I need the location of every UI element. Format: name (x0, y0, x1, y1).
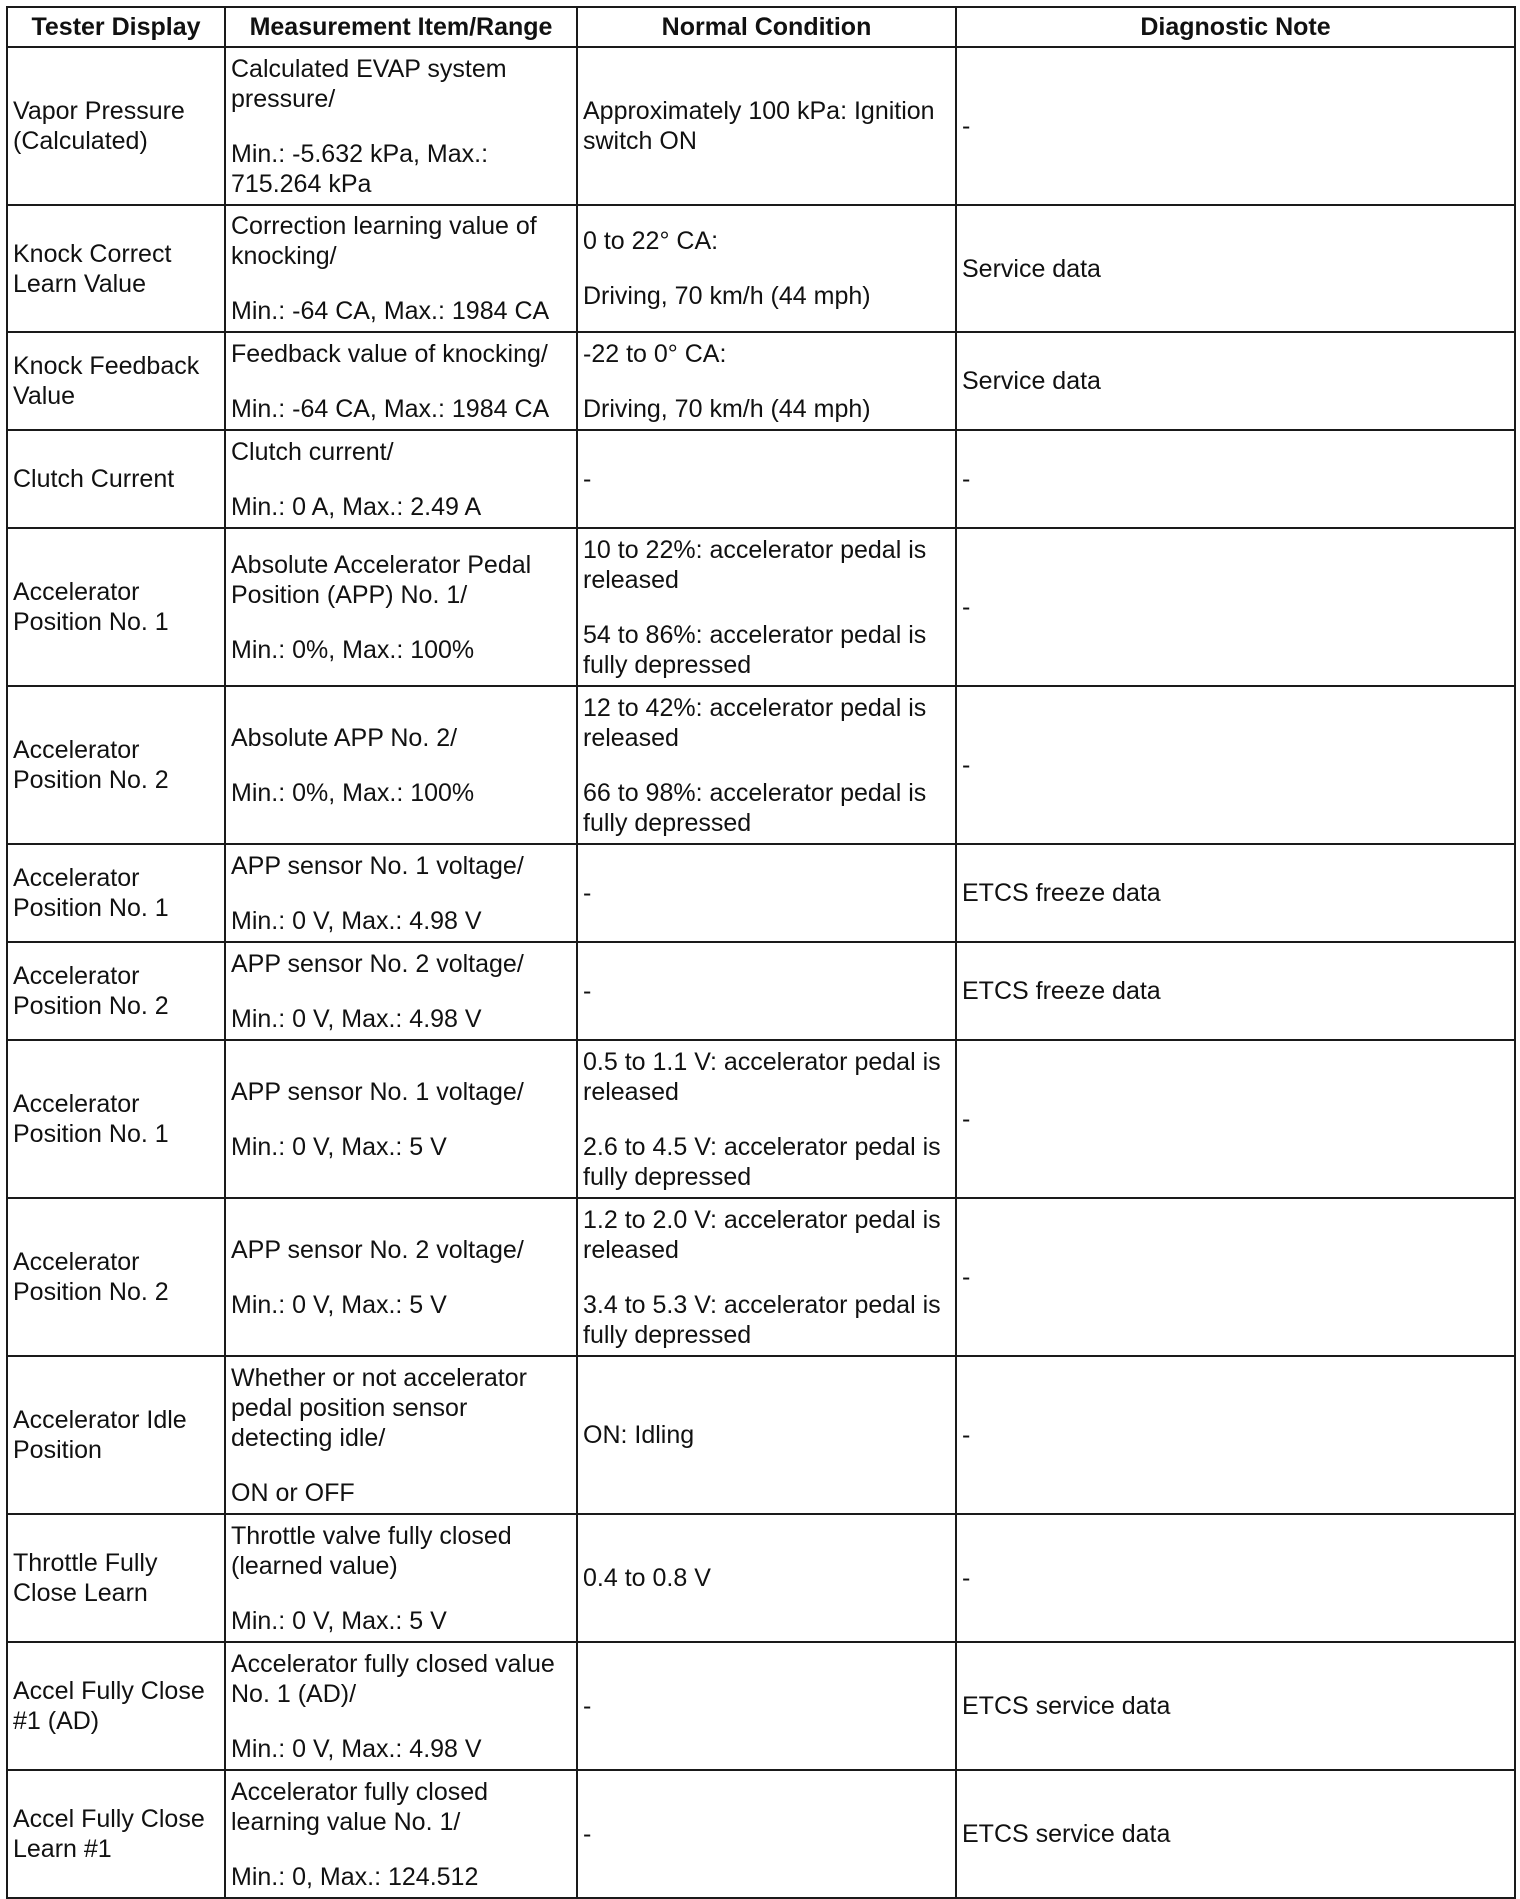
measurement-range: Min.: 0 V, Max.: 4.98 V (231, 906, 482, 935)
measurement-item: APP sensor No. 2 voltage/ (231, 949, 524, 978)
header-row (7, 7, 1515, 47)
cell-normal-condition (577, 1040, 956, 1198)
cell-measurement (225, 1770, 577, 1898)
cell-tester-display: Clutch Current (7, 430, 225, 528)
normal-condition-text: Driving, 70 km/h (44 mph) (583, 282, 871, 310)
cell-measurement (225, 1356, 577, 1514)
measurement-item: Absolute APP No. 2/ (231, 723, 458, 752)
cell-tester-display: Knock Correct Learn Value (7, 205, 225, 332)
normal-condition-text: - (583, 879, 592, 907)
normal-condition-text: 3.4 to 5.3 V: accelerator pedal is fully depressed (583, 1290, 941, 1349)
cell-tester-display: Vapor Pressure (Calculated) (7, 47, 225, 205)
cell-diagnostic-note: ETCS service data (956, 1770, 1515, 1898)
cell-measurement (225, 686, 577, 844)
header-diagnostic-note: Diagnostic Note (956, 7, 1515, 47)
normal-condition-text: - (583, 1820, 592, 1848)
cell-diagnostic-note: ETCS freeze data (956, 844, 1515, 942)
cell-tester-display: Knock Feedback Value (7, 332, 225, 430)
measurement-item: Whether or not accelerator pedal position sensor detecting idle/ (231, 1363, 527, 1452)
cell-diagnostic-note: ETCS freeze data (956, 942, 1515, 1040)
table-row (7, 1198, 1515, 1356)
cell-diagnostic-note: - (956, 47, 1515, 205)
cell-tester-display: Accel Fully Close #1 (AD) (7, 1642, 225, 1770)
cell-normal-condition (577, 528, 956, 686)
normal-condition-text: 54 to 86%: accelerator pedal is fully depressed (583, 620, 927, 679)
table-row (7, 1040, 1515, 1198)
table-row (7, 205, 1515, 332)
table-row (7, 686, 1515, 844)
cell-diagnostic-note: - (956, 686, 1515, 844)
normal-condition-text: - (583, 977, 592, 1005)
measurement-range: Min.: 0 V, Max.: 5 V (231, 1606, 447, 1635)
table-row (7, 430, 1515, 528)
table-row (7, 332, 1515, 430)
cell-tester-display: Accelerator Position No. 1 (7, 1040, 225, 1198)
table-row (7, 1770, 1515, 1898)
cell-diagnostic-note: - (956, 1514, 1515, 1642)
cell-normal-condition (577, 686, 956, 844)
cell-measurement (225, 205, 577, 332)
normal-condition-text: 12 to 42%: accelerator pedal is released (583, 693, 927, 752)
header-measurement-item: Measurement Item/Range (225, 7, 577, 47)
table-row (7, 1642, 1515, 1770)
table-row (7, 47, 1515, 205)
measurement-item: Calculated EVAP system pressure/ (231, 54, 507, 113)
normal-condition-text: 2.6 to 4.5 V: accelerator pedal is fully depressed (583, 1132, 941, 1191)
measurement-range: Min.: 0 V, Max.: 4.98 V (231, 1004, 482, 1033)
measurement-item: Accelerator fully closed learning value No. 1/ (231, 1777, 489, 1836)
cell-measurement (225, 528, 577, 686)
normal-condition-text: -22 to 0° CA: (583, 339, 727, 368)
table-row (7, 942, 1515, 1040)
cell-tester-display: Accelerator Position No. 2 (7, 686, 225, 844)
cell-measurement (225, 1198, 577, 1356)
cell-diagnostic-note: - (956, 1356, 1515, 1514)
cell-tester-display: Throttle Fully Close Learn (7, 1514, 225, 1642)
normal-condition-text: - (583, 1692, 592, 1720)
cell-normal-condition (577, 1770, 956, 1898)
measurement-item: Absolute Accelerator Pedal Position (APP) No. 1/ (231, 550, 532, 609)
cell-tester-display: Accel Fully Close Learn #1 (7, 1770, 225, 1898)
header-normal-condition: Normal Condition (577, 7, 956, 47)
cell-normal-condition (577, 844, 956, 942)
cell-measurement (225, 430, 577, 528)
cell-tester-display: Accelerator Position No. 1 (7, 844, 225, 942)
measurement-range: Min.: -5.632 kPa, Max.: 715.264 kPa (231, 139, 489, 198)
measurement-item: APP sensor No. 1 voltage/ (231, 851, 524, 880)
cell-normal-condition (577, 942, 956, 1040)
header-tester-display: Tester Display (7, 7, 225, 47)
cell-tester-display: Accelerator Position No. 2 (7, 942, 225, 1040)
tester-data-table (6, 6, 1516, 1899)
cell-normal-condition (577, 430, 956, 528)
cell-normal-condition (577, 332, 956, 430)
measurement-item: APP sensor No. 2 voltage/ (231, 1235, 524, 1264)
measurement-item: Accelerator fully closed value No. 1 (AD)/ (231, 1649, 555, 1708)
cell-diagnostic-note: Service data (956, 205, 1515, 332)
cell-normal-condition (577, 1642, 956, 1770)
cell-normal-condition (577, 205, 956, 332)
cell-measurement (225, 844, 577, 942)
measurement-range: Min.: 0 V, Max.: 5 V (231, 1290, 447, 1319)
normal-condition-text: - (583, 465, 592, 493)
cell-normal-condition (577, 47, 956, 205)
measurement-range: Min.: -64 CA, Max.: 1984 CA (231, 394, 550, 423)
cell-measurement (225, 1040, 577, 1198)
cell-normal-condition (577, 1356, 956, 1514)
cell-measurement (225, 1642, 577, 1770)
cell-measurement (225, 332, 577, 430)
normal-condition-text: Driving, 70 km/h (44 mph) (583, 394, 871, 423)
table-row (7, 844, 1515, 942)
cell-diagnostic-note: ETCS service data (956, 1642, 1515, 1770)
measurement-range: Min.: 0%, Max.: 100% (231, 635, 475, 664)
normal-condition-text: 10 to 22%: accelerator pedal is released (583, 535, 927, 594)
normal-condition-text: 0.5 to 1.1 V: accelerator pedal is released (583, 1047, 941, 1106)
cell-normal-condition (577, 1514, 956, 1642)
normal-condition-text: 1.2 to 2.0 V: accelerator pedal is released (583, 1205, 941, 1264)
measurement-range: Min.: 0 V, Max.: 5 V (231, 1132, 447, 1161)
measurement-item: Clutch current/ (231, 437, 394, 466)
measurement-range: Min.: 0, Max.: 124.512 (231, 1862, 479, 1891)
normal-condition-text: 0.4 to 0.8 V (583, 1564, 711, 1592)
cell-tester-display: Accelerator Position No. 2 (7, 1198, 225, 1356)
cell-diagnostic-note: Service data (956, 332, 1515, 430)
table-row (7, 1356, 1515, 1514)
measurement-range: Min.: 0 V, Max.: 4.98 V (231, 1734, 482, 1763)
cell-measurement (225, 1514, 577, 1642)
cell-normal-condition (577, 1198, 956, 1356)
measurement-range: Min.: 0 A, Max.: 2.49 A (231, 492, 482, 521)
cell-diagnostic-note: - (956, 528, 1515, 686)
table-row (7, 528, 1515, 686)
cell-measurement (225, 47, 577, 205)
normal-condition-text: Approximately 100 kPa: Ignition switch ON (583, 97, 935, 155)
table-row (7, 1514, 1515, 1642)
normal-condition-text: 0 to 22° CA: (583, 227, 719, 255)
cell-measurement (225, 942, 577, 1040)
cell-diagnostic-note: - (956, 430, 1515, 528)
cell-diagnostic-note: - (956, 1040, 1515, 1198)
normal-condition-text: 66 to 98%: accelerator pedal is fully depressed (583, 778, 927, 837)
cell-tester-display: Accelerator Position No. 1 (7, 528, 225, 686)
cell-tester-display: Accelerator Idle Position (7, 1356, 225, 1514)
measurement-item: Throttle valve fully closed (learned value) (231, 1521, 512, 1580)
measurement-item: Correction learning value of knocking/ (231, 212, 537, 270)
normal-condition-text: ON: Idling (583, 1421, 695, 1449)
measurement-range: Min.: 0%, Max.: 100% (231, 778, 475, 807)
measurement-range: Min.: -64 CA, Max.: 1984 CA (231, 297, 550, 325)
measurement-item: Feedback value of knocking/ (231, 339, 548, 368)
cell-diagnostic-note: - (956, 1198, 1515, 1356)
measurement-range: ON or OFF (231, 1478, 355, 1507)
measurement-item: APP sensor No. 1 voltage/ (231, 1077, 524, 1106)
